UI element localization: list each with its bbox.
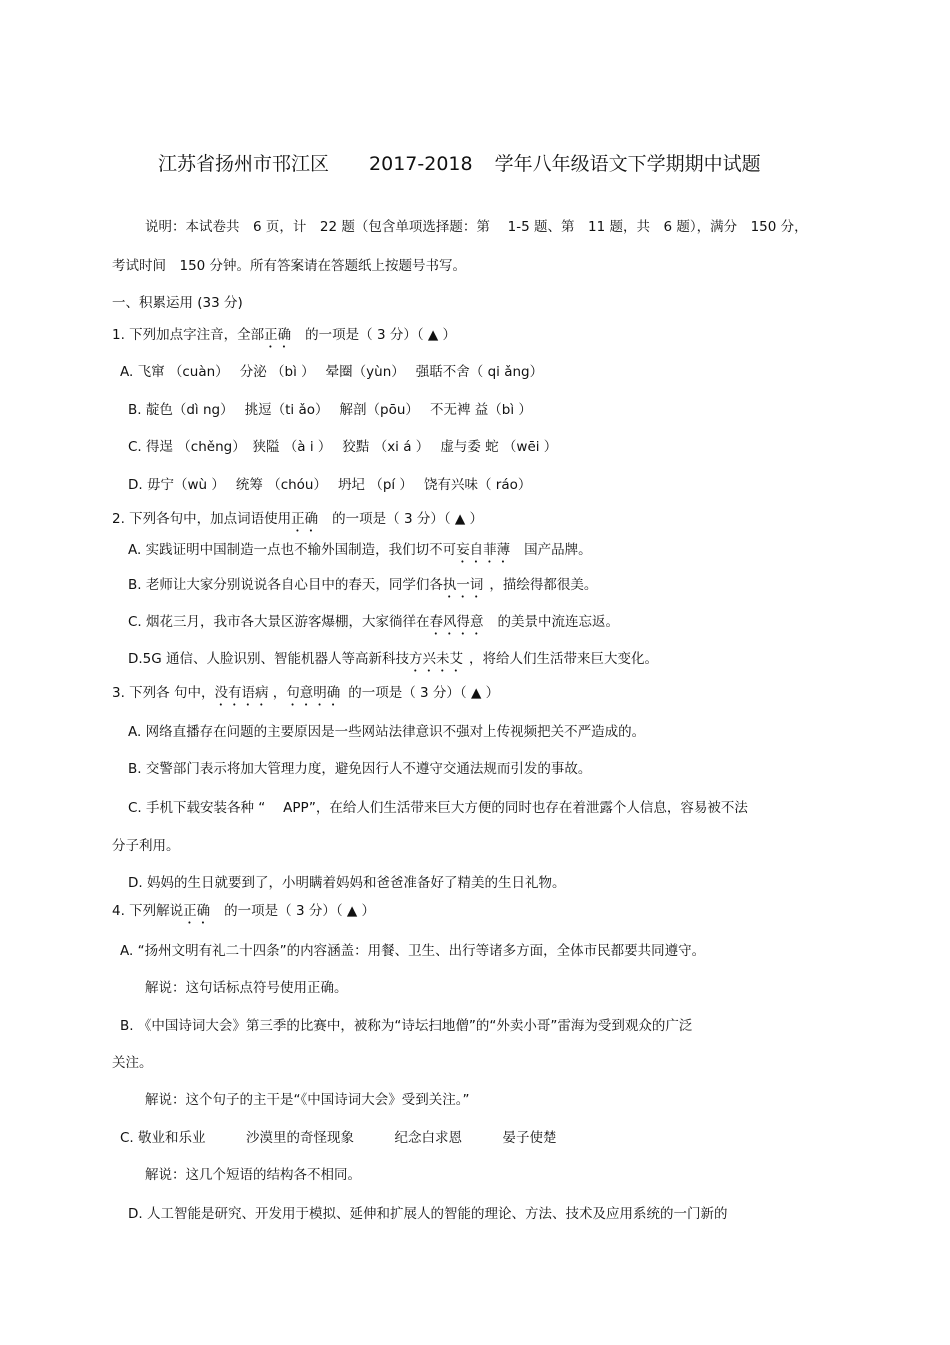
question-2-stem-emphasis: 正确 xyxy=(291,511,319,527)
question-2-stem-tail: 的一项是（ 3 分）（ ▲ ） xyxy=(332,511,484,527)
title-place: 江苏省扬州市邗江区 xyxy=(158,153,330,175)
question-4-option-a: A. “扬州文明有礼二十四条”的内容涵盖：用餐、卫生、出行等诸多方面，全体市民都要共同遵守。 xyxy=(120,943,706,959)
question-2-option-c-term: 春风得意 xyxy=(429,614,484,630)
section-heading: 一、积累运用 (33 分) xyxy=(112,295,243,311)
question-2-option-a-text: A. 实践证明中国制造一点也不输外国制造，我们切不可 xyxy=(128,542,457,558)
question-4-stem-text: 4. 下列解说 xyxy=(112,903,184,919)
question-1-stem xyxy=(112,326,456,351)
question-4-option-c-explanation: 解说：这几个短语的结构各不相同。 xyxy=(145,1167,361,1183)
instructions-line-2: 考试时间 150 分钟。所有答案请在答题纸上按题号书写。 xyxy=(112,258,467,274)
question-1-stem-tail: 的一项是（ 3 分）（ ▲ ） xyxy=(305,327,457,343)
page-title xyxy=(158,152,761,176)
question-4-stem-tail: 的一项是（ 3 分）（ ▲ ） xyxy=(224,903,376,919)
question-3-stem-emphasis-2: 句意明确 xyxy=(286,685,341,701)
question-2-option-b-term: 执一词 xyxy=(442,577,484,593)
question-1-option-b: B. 靛色（dì ng） 挑逗（ti ǎo） 解剖（pōu） 不无裨 益（bì ） xyxy=(128,402,532,418)
question-3-stem-emphasis-1: 没有语病 xyxy=(214,685,269,701)
question-3-option-d: D. 妈妈的生日就要到了，小明瞒着妈妈和爸爸准备好了精美的生日礼物。 xyxy=(128,875,566,891)
question-2-option-b-tail: ，描绘得都很美。 xyxy=(489,577,598,593)
instructions-line-1: 说明：本试卷共 6 页，计 22 题（包含单项选择题：第 1-5 题、第 11 题，共 6 题），满分 150 分， xyxy=(145,219,808,235)
question-4-option-b-line-1: B. 《中国诗词大会》第三季的比赛中，被称为“诗坛扫地僧”的“外卖小哥”雷海为受到观众的广泛 xyxy=(120,1018,693,1034)
question-1-option-d: D. 毋宁（wù ） 统筹 （chóu） 坍圮 （pí ） 饶有兴味（ ráo） xyxy=(128,477,532,493)
question-2-option-a-term: 妄自菲薄 xyxy=(456,542,511,558)
question-2-stem xyxy=(112,510,483,535)
question-3-option-c-line-1: C. 手机下载安装各种 “ APP”，在给人们生活带来巨大方便的同时也存在着泄露个人信息，容易被不法 xyxy=(128,800,748,816)
question-2-option-c xyxy=(128,613,619,638)
question-3-option-b: B. 交警部门表示将加大管理力度，避免因行人不遵守交通法规而引发的事故。 xyxy=(128,761,592,777)
question-1-option-a: A. 飞窜 （cuàn） 分泌 （bì ） 晕圈（yùn） 强聒不舍（ qi ǎng） xyxy=(120,364,544,380)
question-3-stem-text: 3. 下列各 句中， xyxy=(112,685,215,701)
question-4-option-d: D. 人工智能是研究、开发用于模拟、延伸和扩展人的智能的理论、方法、技术及应用系统的一门新的 xyxy=(128,1206,728,1222)
question-2-option-d-term: 方兴未艾 xyxy=(409,651,464,667)
question-2-option-d xyxy=(128,650,658,675)
question-3-option-a: A. 网络直播存在问题的主要原因是一些网站法律意识不强对上传视频把关不严造成的。 xyxy=(128,724,646,740)
question-3-stem-tail: 的一项是（ 3 分）（ ▲ ） xyxy=(348,685,500,701)
question-1-stem-text: 1. 下列加点字注音，全部 xyxy=(112,327,265,343)
title-year: 2017-2018 xyxy=(369,153,473,175)
question-2-stem-text: 2. 下列各句中，加点词语使用 xyxy=(112,511,292,527)
question-2-option-d-text: D.5G 通信、人脸识别、智能机器人等高新科技 xyxy=(128,651,410,667)
question-2-option-a xyxy=(128,541,592,566)
question-1-stem-emphasis: 正确 xyxy=(264,327,292,343)
question-4-stem-emphasis: 正确 xyxy=(183,903,211,919)
question-4-option-a-explanation: 解说：这句话标点符号使用正确。 xyxy=(145,980,348,996)
question-2-option-d-tail: ，将给人们生活带来巨大变化。 xyxy=(469,651,659,667)
question-3-option-c-line-2: 分子利用。 xyxy=(112,838,180,854)
question-3-stem-mid: ， xyxy=(268,685,287,701)
question-2-option-c-tail: 的美景中流连忘返。 xyxy=(497,614,620,630)
question-4-stem xyxy=(112,902,375,927)
question-3-stem xyxy=(112,684,499,709)
question-2-option-b xyxy=(128,576,597,601)
question-2-option-b-text: B. 老师让大家分别说说各自心目中的春天，同学们各 xyxy=(128,577,443,593)
question-4-option-b-explanation: 解说：这个句子的主干是“《中国诗词大会》受到关注。” xyxy=(145,1092,470,1108)
question-2-option-a-tail: 国产品牌。 xyxy=(524,542,592,558)
question-2-option-c-text: C. 烟花三月，我市各大景区游客爆棚，大家徜徉在 xyxy=(128,614,430,630)
question-1-option-c: C. 得逞 （chěng） 狭隘 （à i ） 狡黠 （xi á ） 虚与委 蛇 （wēi ） xyxy=(128,439,558,455)
question-4-option-b-line-2: 关注。 xyxy=(112,1055,153,1071)
title-rest: 学年八年级语文下学期期中试题 xyxy=(494,153,761,175)
question-4-option-c: C. 敬业和乐业 沙漠里的奇怪现象 纪念白求恩 晏子使楚 xyxy=(120,1130,557,1146)
